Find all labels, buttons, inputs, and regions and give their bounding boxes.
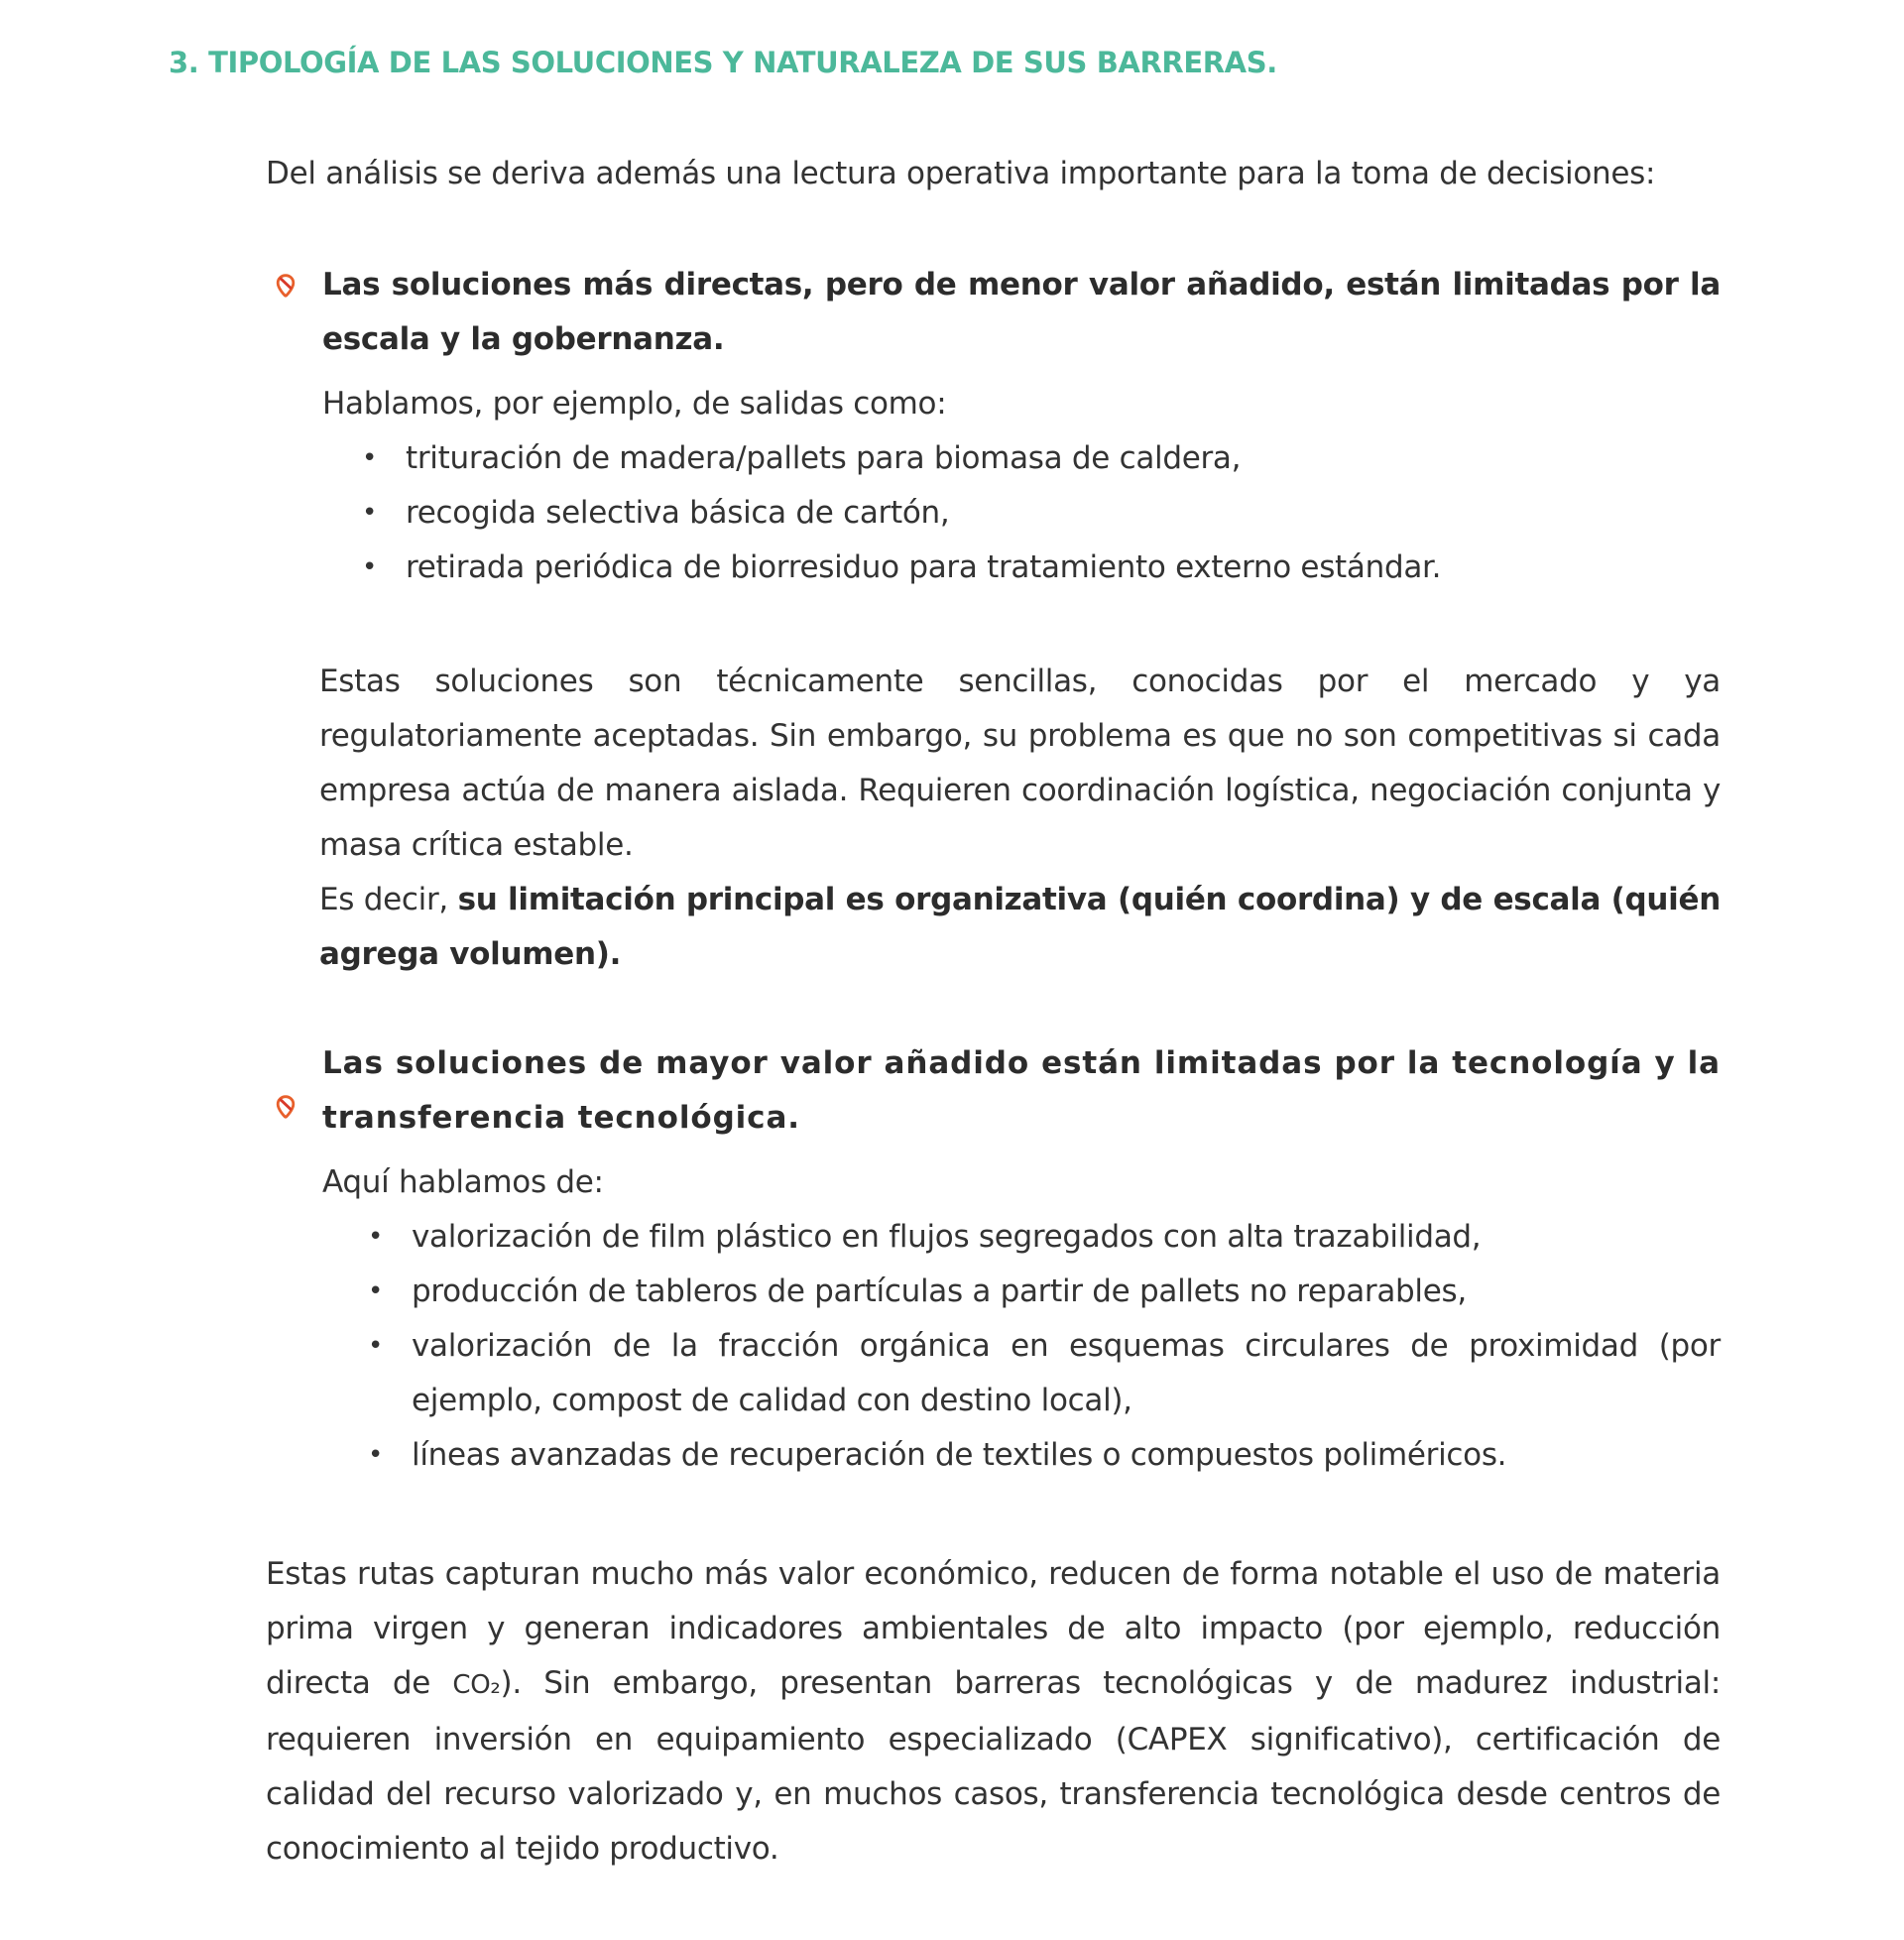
list-item: • valorización de film plástico en flujos segregados con alta trazabilidad, bbox=[368, 1210, 1721, 1265]
bullet-dot: • bbox=[362, 498, 378, 528]
bullet-dot: • bbox=[362, 443, 378, 473]
list-item: • trituración de madera/pallets para biomasa de caldera, bbox=[362, 431, 1721, 486]
bullet-dot: • bbox=[368, 1440, 384, 1470]
bullet-list bbox=[273, 431, 1721, 595]
bullet-dot: • bbox=[368, 1331, 384, 1361]
sub-intro: Hablamos, por ejemplo, de salidas como: bbox=[322, 386, 947, 422]
lead-row bbox=[273, 258, 1721, 367]
list-item: • retirada periódica de biorresiduo para tratamiento externo estándar. bbox=[362, 541, 1721, 595]
list-item: • recogida selectiva básica de cartón, bbox=[362, 486, 1721, 541]
bullet-dot: • bbox=[368, 1222, 384, 1252]
closing-paragraph: Estas rutas capturan mucho más valor económico, reducen de forma notable el uso de materia prima virgen y generan indicadores ambientales de alto impacto (por ejemplo, reducción directa de CO₂). Sin embargo, presentan barreras tecnológicas y de madurez industrial: requieren inversión en equipamiento especializado (CAPEX significativo), certificación de calidad del recurso valorizado y, en muchos casos, transferencia tecnológica desde centros de conocimiento al tejido productivo. bbox=[266, 1556, 1722, 1867]
list-item: • líneas avanzadas de recuperación de textiles o compuestos poliméricos. bbox=[368, 1428, 1721, 1483]
list-item: • valorización de la fracción orgánica en esquemas circulares de proximidad (por ejemplo, compost de calidad con destino local), bbox=[368, 1319, 1721, 1428]
bullet-list bbox=[273, 1210, 1721, 1483]
note-paragraph: Estas soluciones son técnicamente sencillas, conocidas por el mercado y ya regulatoriamente aceptadas. Sin embargo, su problema es que no son competitivas si cada empresa actúa de manera aislada. Requieren coordinación logística, negociación conjunta y masa crítica estable. bbox=[319, 664, 1721, 863]
location-pin-icon bbox=[273, 273, 298, 299]
solution-block-direct bbox=[273, 258, 1721, 595]
summary-emphasis: su limitación principal es organizativa (quién coordina) y de escala (quién agrega volumen). bbox=[319, 882, 1722, 972]
co2-formula: CO₂ bbox=[452, 1670, 501, 1700]
lead-statement: Las soluciones de mayor valor añadido están limitadas por la tecnología y la transferencia tecnológica. bbox=[322, 1045, 1721, 1136]
summary-paragraph: Es decir, su limitación principal es organizativa (quién coordina) y de escala (quién agrega volumen). bbox=[319, 882, 1722, 972]
bullet-dot: • bbox=[362, 552, 378, 582]
list-item: • producción de tableros de partículas a partir de pallets no reparables, bbox=[368, 1265, 1721, 1319]
lead-row bbox=[273, 1036, 1721, 1146]
location-pin-icon bbox=[273, 1094, 298, 1120]
lead-statement: Las soluciones más directas, pero de menor valor añadido, están limitadas por la escala y la gobernanza. bbox=[322, 267, 1721, 357]
sub-intro: Aquí hablamos de: bbox=[322, 1164, 604, 1200]
section-heading: 3. TIPOLOGÍA DE LAS SOLUCIONES Y NATURALEZA DE SUS BARRERAS. bbox=[169, 46, 1277, 79]
intro-paragraph: Del análisis se deriva además una lectura operativa importante para la toma de decisiones: bbox=[266, 156, 1656, 191]
bullet-dot: • bbox=[368, 1276, 384, 1306]
solution-block-high-value bbox=[273, 1036, 1721, 1483]
